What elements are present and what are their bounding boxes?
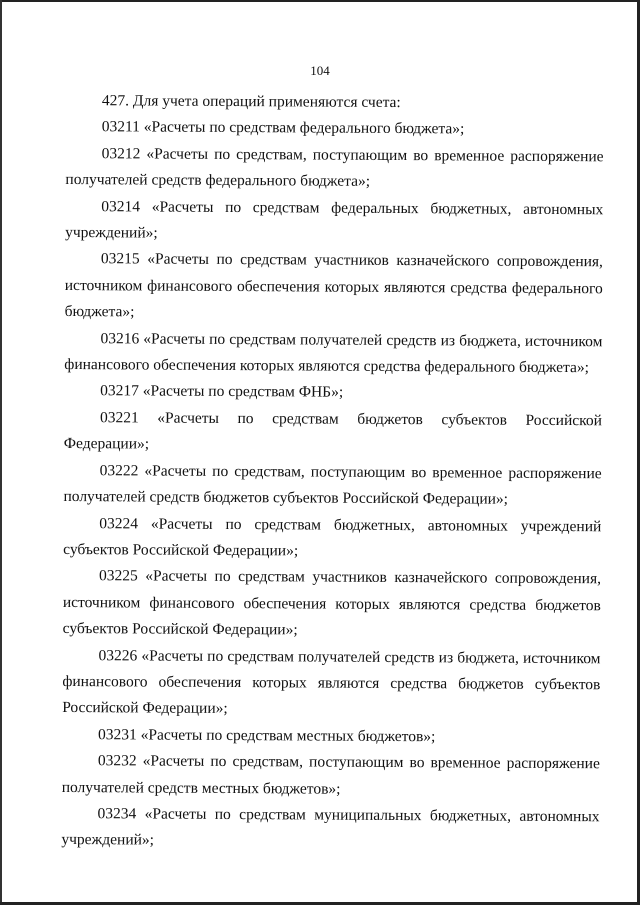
paragraph: 03221 «Расчеты по средствам бюджетов субъектов Российской Федерации»;: [63, 409, 603, 453]
paragraph: 03211 «Расчеты по средствам федерального бюджета»;: [101, 118, 465, 138]
scan-edge-top: [0, 0, 640, 2]
paragraph: 03217 «Расчеты по средствам ФНБ»;: [100, 382, 344, 402]
paragraph: 03226 «Расчеты по средствам получателей средств из бюджета, источником финансового обеспечения которых являются средства бюджетов субъектов Российской Федерации»;: [62, 646, 601, 718]
paragraph: 03232 «Расчеты по средствам, поступающим во временное распоряжение получателей средств местных бюджетов»;: [61, 752, 600, 798]
paragraph: 03212 «Расчеты по средствам, поступающим во временное распоряжение получателей средств федерального бюджета»;: [65, 145, 604, 191]
paragraph: 03215 «Расчеты по средствам участников казначейского сопровождения, источником финансового обеспечения которых являются средства федерального бюджета»;: [64, 250, 603, 321]
paragraph: 03214 «Расчеты по средствам федеральных бюджетных, автономных учреждений»;: [65, 197, 604, 242]
paragraph: 03222 «Расчеты по средствам, поступающим во временное распоряжение получателей средств бюджетов субъектов Российской Федерации»;: [63, 461, 602, 508]
paragraph: 03224 «Расчеты по средствам бюджетных, автономных учреждений субъектов Российской Федерации»;: [63, 514, 602, 560]
scan-edge-left: [0, 0, 2, 905]
document-body: [61, 88, 604, 857]
paragraph: 03231 «Расчеты по средствам местных бюджетов»;: [97, 725, 436, 746]
paragraph: 427. Для учета операций применяются счета:: [101, 92, 401, 112]
paragraph: 03225 «Расчеты по средствам участников казначейского сопровождения, источником финансового обеспечения которых являются средства бюджетов субъектов Российской Федерации»;: [62, 567, 602, 639]
paragraph: 03234 «Расчеты по средствам муниципальных бюджетных, автономных учреждений»;: [61, 805, 600, 849]
paragraph: 03216 «Расчеты по средствам получателей средств из бюджета, источником финансового обеспечения которых являются средства федерального бюджета»;: [64, 329, 603, 377]
page-number: 104: [310, 63, 330, 78]
